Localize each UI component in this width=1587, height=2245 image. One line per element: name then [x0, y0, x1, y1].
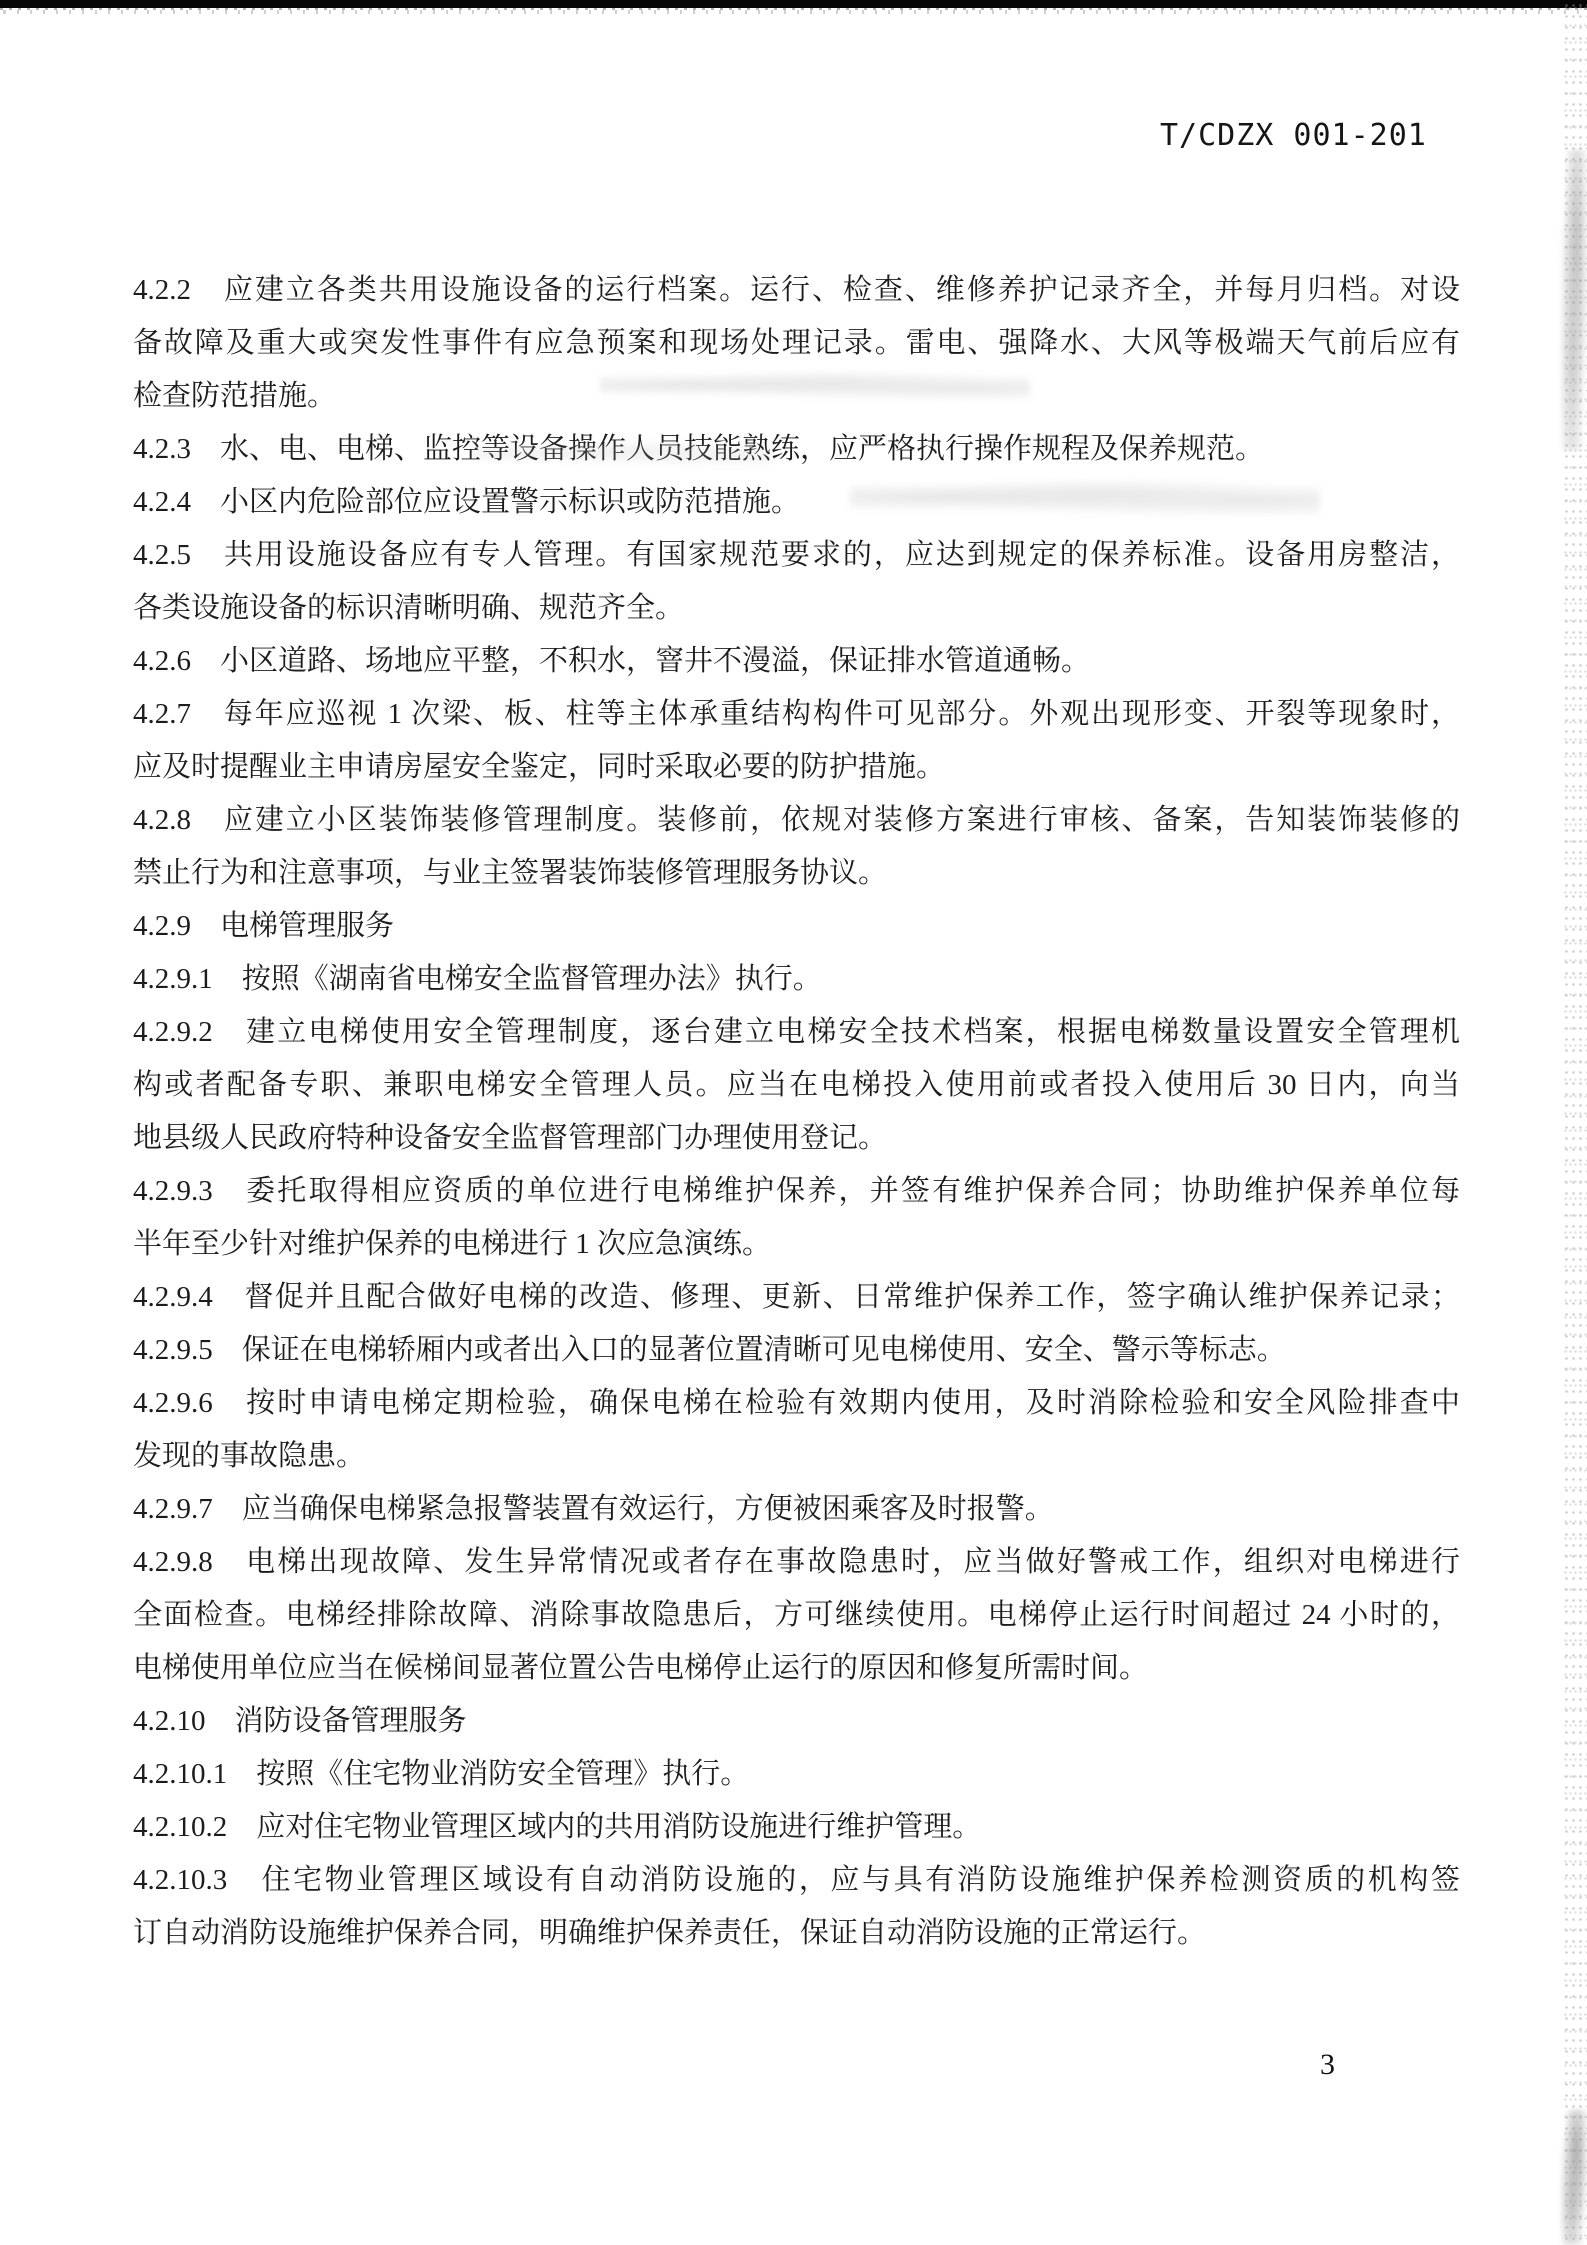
text-line: 全面检查。电梯经排除故障、消除事故隐患后，方可继续使用。电梯停止运行时间超过 24 小时的，: [133, 1599, 1460, 1631]
text-line: 备故障及重大或突发性事件有应急预案和现场处理记录。雷电、强降水、大风等极端天气前后应有: [133, 327, 1460, 359]
scan-edge-top: [0, 0, 1587, 8]
text-line: 4.2.9 电梯管理服务: [133, 910, 395, 942]
text-line: 地县级人民政府特种设备安全监督管理部门办理使用登记。: [133, 1122, 888, 1154]
text-line: 4.2.9.4 督促并且配合做好电梯的改造、修理、更新、日常维护保养工作，签字确认维护保养记录；: [133, 1281, 1460, 1313]
text-line: 应及时提醒业主申请房屋安全鉴定，同时采取必要的防护措施。: [133, 751, 946, 783]
scan-edge-top-noise: [0, 8, 1587, 14]
scan-blotch-top-right: [1561, 150, 1587, 450]
text-line: 4.2.9.8 电梯出现故障、发生异常情况或者存在事故隐患时，应当做好警戒工作，组织对电梯进行: [133, 1546, 1460, 1578]
document-code-header: T/CDZX 001-201: [1160, 118, 1427, 153]
text-line: 4.2.10 消防设备管理服务: [133, 1705, 467, 1737]
text-line: 4.2.8 应建立小区装饰装修管理制度。装修前，依规对装修方案进行审核、备案，告知装饰装修的: [133, 804, 1460, 836]
text-line: 各类设施设备的标识清晰明确、规范齐全。: [133, 592, 685, 624]
scan-smudge: [600, 370, 1030, 400]
text-line: 电梯使用单位应当在候梯间显著位置公告电梯停止运行的原因和修复所需时间。: [133, 1652, 1149, 1684]
text-line: 4.2.10.1 按照《住宅物业消防安全管理》执行。: [133, 1758, 750, 1790]
text-line: 4.2.9.3 委托取得相应资质的单位进行电梯维护保养，并签有维护保养合同；协助维护保养单位每: [133, 1175, 1460, 1207]
text-line: 4.2.9.7 应当确保电梯紧急报警装置有效运行，方便被困乘客及时报警。: [133, 1493, 1054, 1525]
text-line: 检查防范措施。: [133, 380, 337, 412]
text-line: 4.2.10.3 住宅物业管理区域设有自动消防设施的，应与具有消防设施维护保养检测资质的机构签: [133, 1864, 1460, 1896]
text-line: 4.2.2 应建立各类共用设施设备的运行档案。运行、检查、维修养护记录齐全，并每月归档。对设: [133, 274, 1460, 306]
text-line: 4.2.9.2 建立电梯使用安全管理制度，逐台建立电梯安全技术档案，根据电梯数量设置安全管理机: [133, 1016, 1460, 1048]
text-line: 订自动消防设施维护保养合同，明确维护保养责任，保证自动消防设施的正常运行。: [133, 1917, 1207, 1949]
page-number: 3: [1320, 2048, 1335, 2081]
text-line: 发现的事故隐患。: [133, 1440, 366, 1472]
scan-blotch-bottom-right: [1561, 2110, 1587, 2245]
text-line: 4.2.6 小区道路、场地应平整，不积水，窨井不漫溢，保证排水管道通畅。: [133, 645, 1091, 677]
text-body: [133, 264, 1460, 1960]
text-line: 禁止行为和注意事项，与业主签署装饰装修管理服务协议。: [133, 857, 888, 889]
text-line: 4.2.9.5 保证在电梯轿厢内或者出入口的显著位置清晰可见电梯使用、安全、警示等标志。: [133, 1334, 1286, 1366]
text-line: 4.2.3 水、电、电梯、监控等设备操作人员技能熟练，应严格执行操作规程及保养规范。: [133, 433, 1265, 465]
text-line: 4.2.7 每年应巡视 1 次梁、板、柱等主体承重结构构件可见部分。外观出现形变、开裂等现象时，: [133, 698, 1460, 730]
text-line: 4.2.9.1 按照《湖南省电梯安全监督管理办法》执行。: [133, 963, 822, 995]
text-line: 4.2.5 共用设施设备应有专人管理。有国家规范要求的，应达到规定的保养标准。设备用房整洁，: [133, 539, 1460, 571]
text-line: 构或者配备专职、兼职电梯安全管理人员。应当在电梯投入使用前或者投入使用后 30 日内，向当: [133, 1069, 1460, 1101]
scan-smudge: [850, 478, 1320, 516]
text-line: 4.2.9.6 按时申请电梯定期检验，确保电梯在检验有效期内使用，及时消除检验和安全风险排查中: [133, 1387, 1460, 1419]
text-line: 4.2.4 小区内危险部位应设置警示标识或防范措施。: [133, 486, 801, 518]
scan-smudge: [470, 440, 770, 466]
text-line: 半年至少针对维护保养的电梯进行 1 次应急演练。: [133, 1228, 772, 1260]
text-line: 4.2.10.2 应对住宅物业管理区域内的共用消防设施进行维护管理。: [133, 1811, 982, 1843]
